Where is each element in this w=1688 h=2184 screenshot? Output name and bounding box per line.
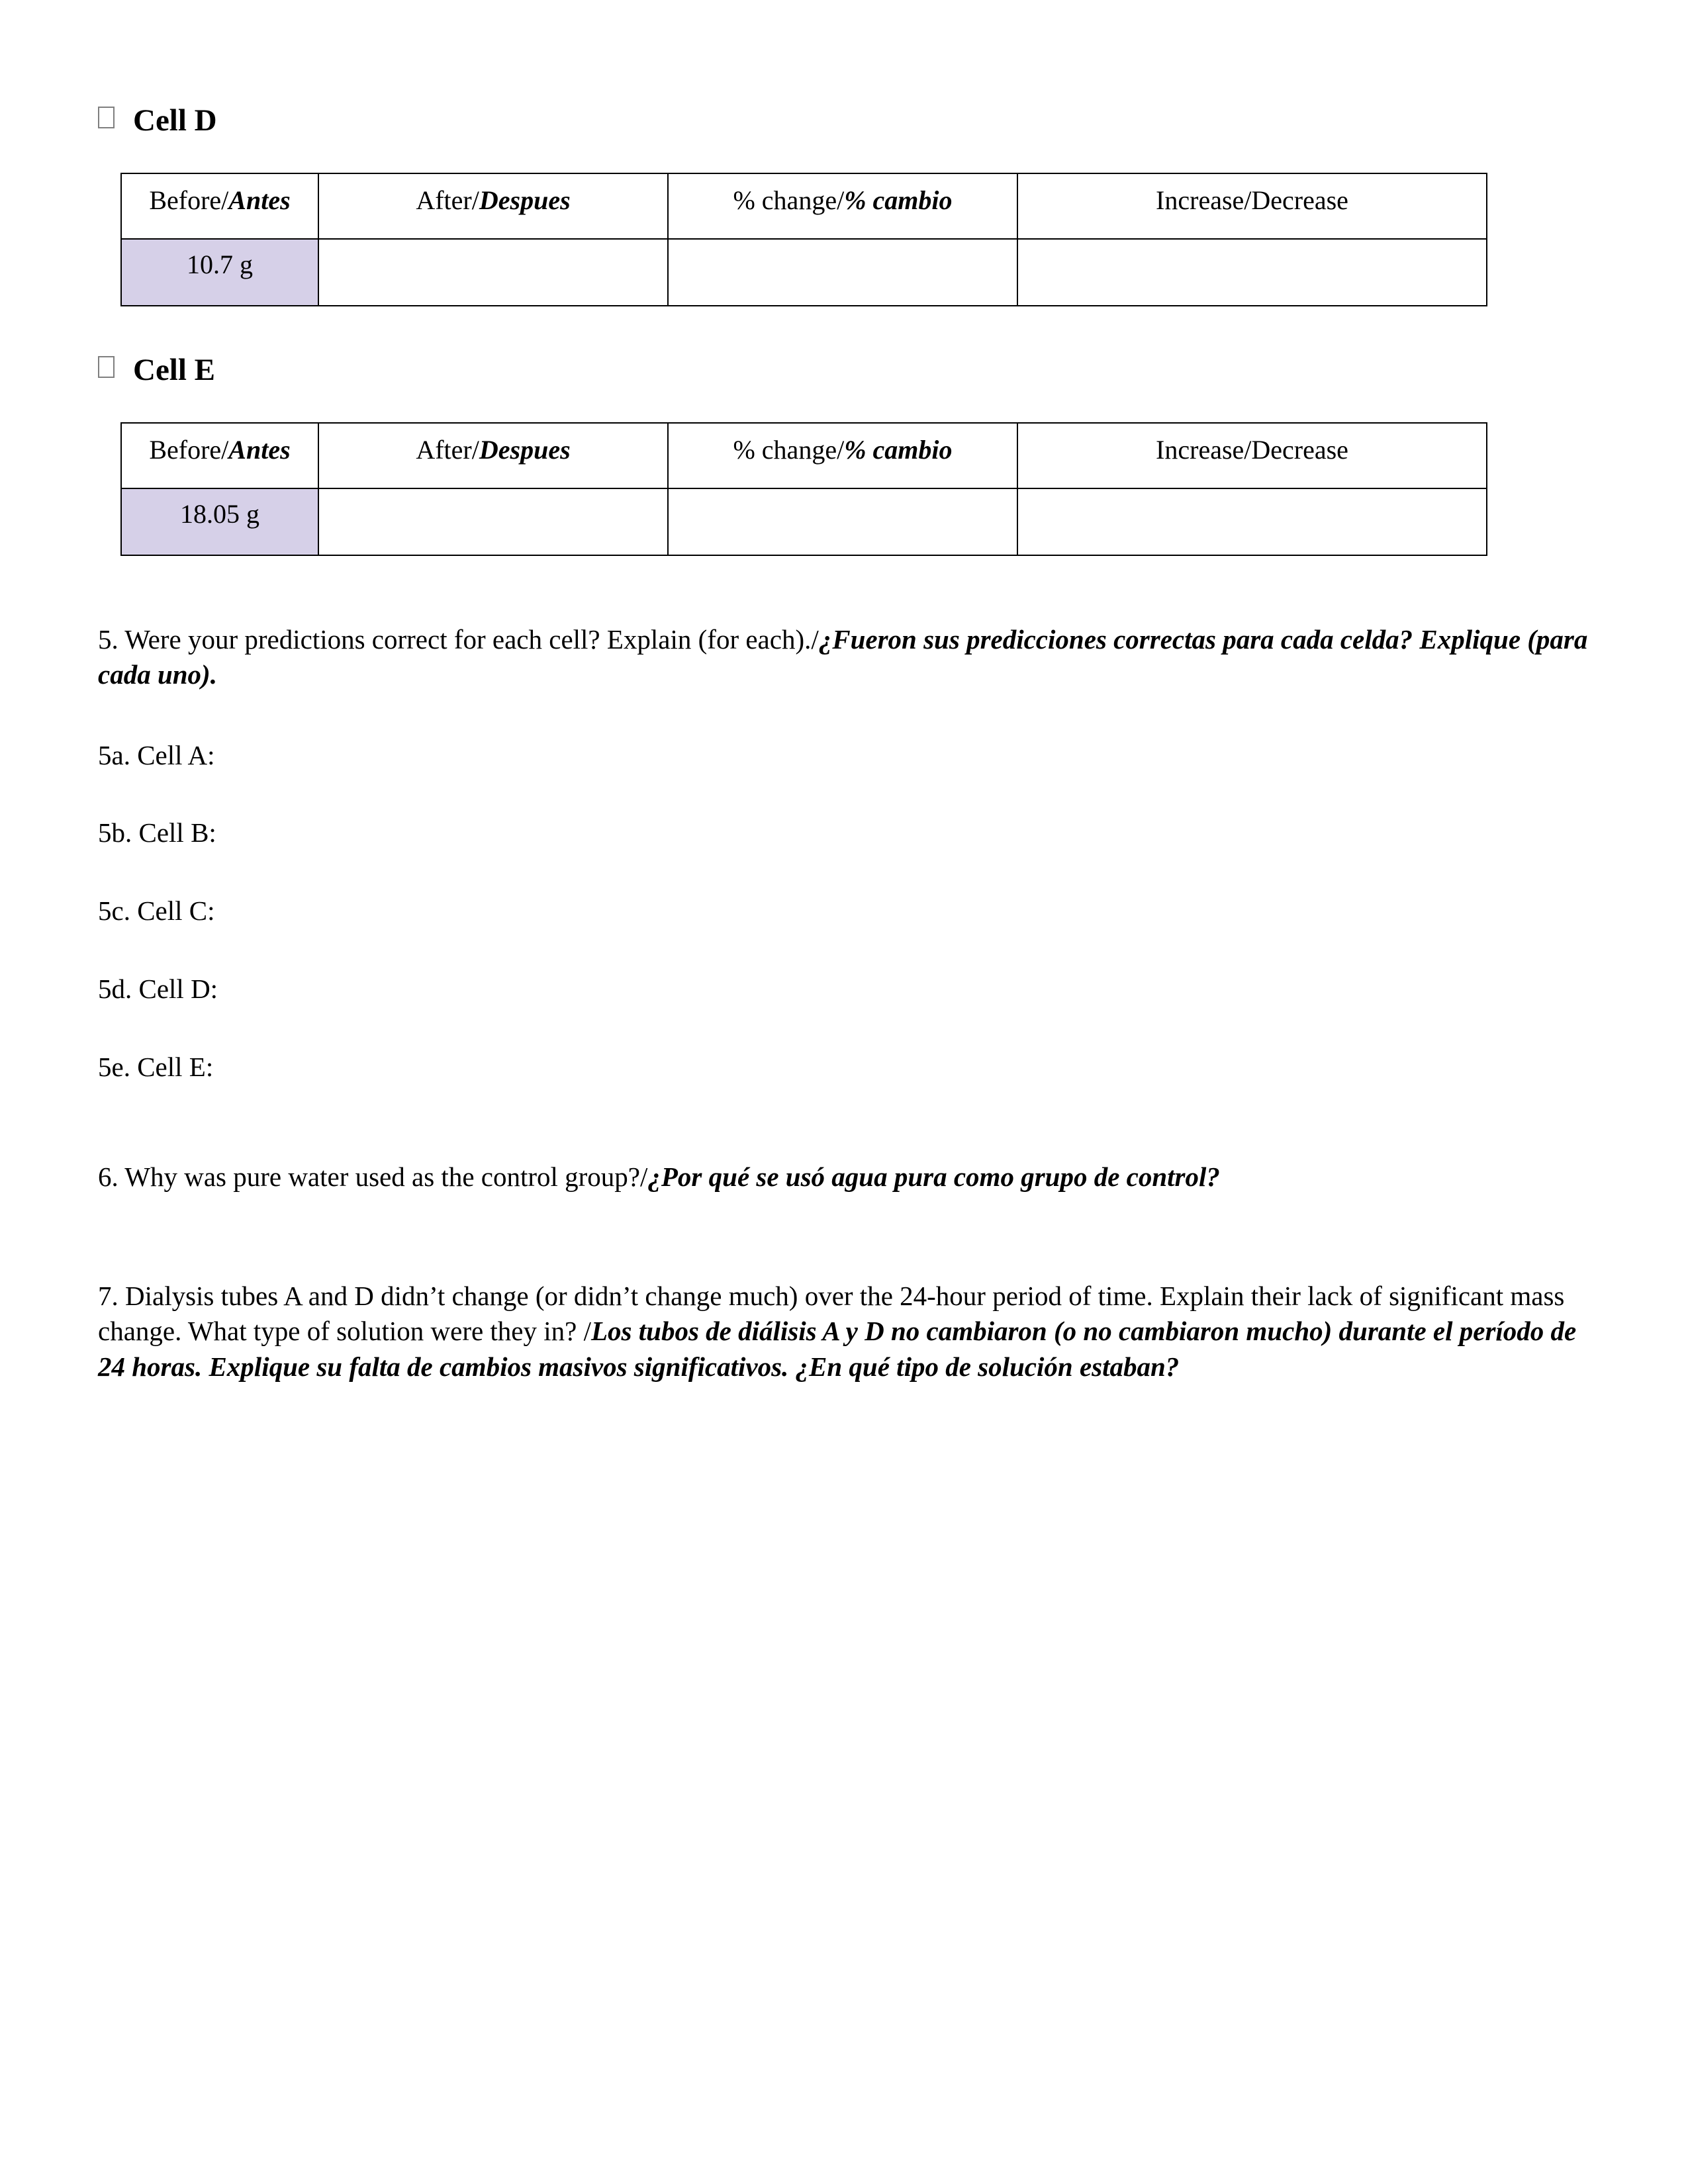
cell-increase-decrease[interactable] bbox=[1017, 488, 1487, 555]
table-row bbox=[121, 239, 1487, 306]
column-header-after: After/Despues bbox=[318, 173, 668, 239]
question-6-text-es: ¿Por qué se usó agua pura como grupo de control? bbox=[647, 1161, 1220, 1192]
question-5c: 5c. Cell C: bbox=[98, 895, 215, 926]
column-header-percent-change: % change/% cambio bbox=[668, 173, 1017, 239]
column-header-percent-change: % change/% cambio bbox=[668, 423, 1017, 488]
section-heading-label: Cell E bbox=[133, 353, 216, 387]
mass-table-cell-e bbox=[120, 422, 1487, 556]
question-5-text-en: 5. Were your predictions correct for each cell? Explain (for each)./ bbox=[98, 624, 819, 655]
table-header-row bbox=[121, 423, 1487, 488]
cell-percent-change[interactable] bbox=[668, 488, 1017, 555]
table-row bbox=[121, 488, 1487, 555]
question-5a: 5a. Cell A: bbox=[98, 740, 215, 770]
cell-after-mass[interactable] bbox=[318, 239, 668, 306]
question-7-text-en: 7. Dialysis tubes A and D didn’t change (or didn’t change much) over the 24-hour period of time. Explain their lack of significant mass change. What type of solution were they in? / bbox=[98, 1281, 1565, 1347]
cell-before-mass: 18.05 g bbox=[121, 488, 318, 555]
question-5-text-es: ¿Fueron sus predicciones correctas para cada celda? Explique (para cada uno). bbox=[98, 624, 1588, 690]
question-6 bbox=[98, 1160, 1597, 1195]
question-7 bbox=[98, 1279, 1597, 1385]
column-header-increase-decrease: Increase/Decrease bbox=[1017, 423, 1487, 488]
section-heading-cell-e bbox=[98, 352, 215, 388]
question-5d: 5d. Cell D: bbox=[98, 974, 218, 1004]
mass-table-cell-d bbox=[120, 173, 1487, 306]
cell-after-mass[interactable] bbox=[318, 488, 668, 555]
question-7-text-es: Los tubos de diálisis A y D no cambiaron (o no cambiaron mucho) durante el período de 24 horas. Explique su falta de cambios masivos significativos. ¿En qué tipo de solución estaban? bbox=[98, 1316, 1577, 1382]
cell-before-mass: 10.7 g bbox=[121, 239, 318, 306]
table-header-row bbox=[121, 173, 1487, 239]
column-header-after: After/Despues bbox=[318, 423, 668, 488]
section-heading-cell-d bbox=[98, 103, 217, 138]
column-header-before: Before/Antes bbox=[121, 173, 318, 239]
box-glyph-icon bbox=[98, 107, 115, 128]
section-heading-label: Cell D bbox=[133, 103, 217, 138]
column-header-increase-decrease: Increase/Decrease bbox=[1017, 173, 1487, 239]
box-glyph-icon bbox=[98, 356, 115, 378]
cell-increase-decrease[interactable] bbox=[1017, 239, 1487, 306]
cell-percent-change[interactable] bbox=[668, 239, 1017, 306]
question-6-text-en: 6. Why was pure water used as the control group?/ bbox=[98, 1161, 648, 1192]
question-5b: 5b. Cell B: bbox=[98, 817, 216, 848]
question-5 bbox=[98, 622, 1597, 693]
question-5e: 5e. Cell E: bbox=[98, 1052, 214, 1082]
column-header-before: Before/Antes bbox=[121, 423, 318, 488]
